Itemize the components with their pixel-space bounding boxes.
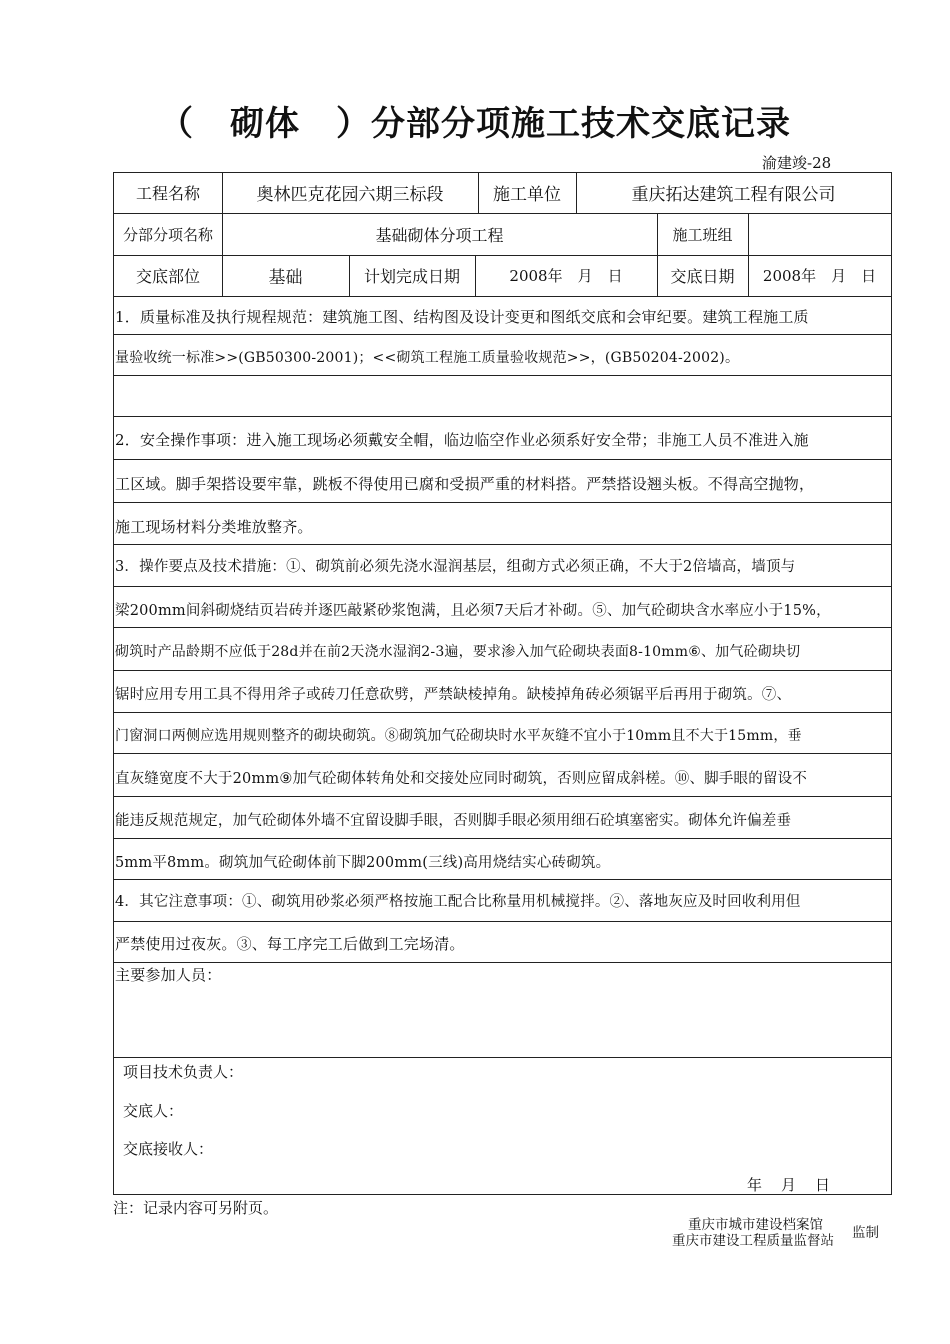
issuer-supervision-station: 重庆市建设工程质量监督站 [672, 1233, 834, 1249]
title-close-paren: ） [336, 104, 371, 144]
tech-lead-label: 项目技术负责人： [123, 1063, 244, 1081]
receiver-label: 交底接收人： [123, 1140, 214, 1158]
row-divider [113, 838, 892, 839]
issuer-supervise: 监制 [852, 1225, 879, 1241]
body-line: 1．质量标准及执行规程规范：建筑施工图、结构图及设计变更和图纸交底和会审纪要。建筑工程施工质 [115, 308, 809, 326]
body-line: 4．其它注意事项：①、砌筑用砂浆必须严格按施工配合比称量用机械搅拌。②、落地灰应及时回收利用但 [115, 894, 801, 910]
title-open-paren: （ [159, 104, 194, 144]
plan-date-value: 2008年 月 日 [509, 267, 623, 285]
body-line: 5mm平8mm。砌筑加气砼砌体前下脚200mm(三线)高用烧结实心砖砌筑。 [115, 855, 611, 871]
row-divider [113, 962, 892, 963]
body-line: 能违反规范规定，加气砼砌体外墙不宜留设脚手眼，否则脚手眼必须用细石砼填塞密实。砌体允许偏差垂 [115, 813, 792, 829]
contractor-value: 重庆拓达建筑工程有限公司 [631, 185, 836, 205]
row-divider [113, 334, 892, 335]
team-label: 施工班组 [672, 225, 733, 244]
signature-date: 年 月 日 [747, 1176, 833, 1194]
row-divider [113, 375, 892, 376]
row-divider [113, 544, 892, 545]
participants-label: 主要参加人员： [115, 966, 222, 984]
row-divider [113, 502, 892, 503]
body-line: 门窗洞口两侧应选用规则整齐的砌块砌筑。⑧砌筑加气砼砌块时水平灰缝不宜小于10mm且不大于15mm，垂 [115, 728, 802, 744]
footer-note: 注：记录内容可另附页。 [113, 1199, 279, 1217]
row-divider [113, 670, 892, 671]
table-border-right [891, 172, 892, 1195]
row-divider [113, 712, 892, 713]
title-rest: 分部分项施工技术交底记录 [371, 104, 791, 144]
body-line: 工区域。脚手架搭设要牢靠，跳板不得使用已腐和受损严重的材料搭。严禁搭设翘头板。不得高空抛物， [115, 475, 815, 493]
issuer-archive: 重庆市城市建设档案馆 [688, 1217, 823, 1233]
handover-date-value: 2008年 月 日 [762, 267, 877, 285]
subproject-value: 基础砌体分项工程 [375, 225, 504, 245]
body-line: 施工现场材料分类堆放整齐。 [115, 518, 313, 536]
body-line: 梁200mm间斜砌烧结页岩砖并逐匹敲紧砂浆饱满，且必须7天后才补砌。⑤、加气砼砌块含水率应小于15%， [115, 603, 831, 619]
body-line: 锯时应用专用工具不得用斧子或砖刀任意砍劈，严禁缺棱掉角。缺棱掉角砖必须锯平后再用于砌筑。⑦、 [115, 687, 792, 703]
body-line: 严禁使用过夜灰。③、每工序完工后做到工完场清。 [115, 935, 465, 953]
location-value: 基础 [268, 268, 303, 288]
subproject-label: 分部分项名称 [122, 225, 213, 244]
body-line: 量验收统一标准>>(GB50300-2001)；<<砌筑工程施工质量验收规范>>，(GB50204-2002)。 [115, 350, 740, 366]
title-subject: 砌体 [230, 104, 300, 144]
handover-date-label: 交底日期 [670, 267, 735, 286]
row-divider [113, 459, 892, 460]
plan-date-label: 计划完成日期 [363, 267, 460, 286]
row-divider [113, 296, 892, 297]
row-divider [113, 586, 892, 587]
row-divider [113, 796, 892, 797]
project-name-value: 奥林匹克花园六期三标段 [256, 185, 444, 205]
discloser-label: 交底人： [123, 1102, 184, 1120]
table-border-left [113, 172, 114, 1195]
body-line: 砌筑时产品龄期不应低于28d并在前2天浇水湿润2-3遍，要求渗入加气砼砌块表面8-10mm⑥、加气砼砌块切 [115, 644, 801, 660]
body-line: 3．操作要点及技术措施：①、砌筑前必须先浇水湿润基层，组砌方式必须正确，不大于2倍墙高，墙顶与 [115, 559, 796, 575]
location-label: 交底部位 [135, 267, 200, 286]
project-name-label: 工程名称 [135, 184, 200, 203]
row-divider [113, 627, 892, 628]
document-title [0, 96, 950, 145]
row-divider [113, 753, 892, 754]
row-divider [113, 1057, 892, 1058]
row-divider [113, 879, 892, 880]
row-divider [113, 416, 892, 417]
team-value [748, 213, 891, 255]
contractor-label: 施工单位 [493, 185, 561, 205]
body-line: 直灰缝宽度不大于20mm⑨加气砼砌体转角处和交接处应同时砌筑，否则应留成斜槎。⑩、脚手眼的留设不 [115, 771, 808, 787]
body-line: 2．安全操作事项：进入施工现场必须戴安全帽，临边临空作业必须系好安全带；非施工人员不准进入施 [115, 431, 809, 449]
form-code: 渝建竣-28 [762, 154, 832, 172]
row-divider [113, 921, 892, 922]
